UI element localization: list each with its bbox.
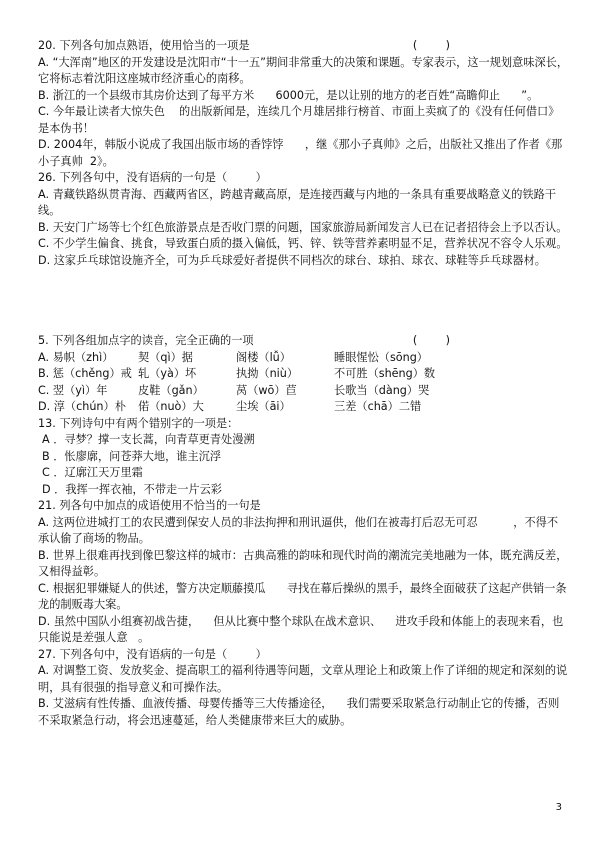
option-b: B. 世界上很难再找到像巴黎这样的城市：古典高雅的韵味和现代时尚的潮流完美地融为一体，既充满反差，又相得益彰。 [38, 548, 568, 578]
option-b: B. 艾滋病有性传播、血液传播、母婴传播等三大传播途径， 我们需要采取紧急行动制止它的传播，否则不采取紧急行动，将会迅速蔓延，给人类健康带来巨大的威胁。 [38, 697, 560, 727]
option-b: B. 浙江的一个县级市其房价达到了每平方米 6000元，是以让别的地方的老百姓“高瞻仰止 ”。 [38, 88, 539, 102]
option-cell: 睡眼惺忪（sōng） [334, 350, 428, 364]
blank-gap [38, 269, 568, 333]
document-page [38, 38, 568, 729]
question-stem [38, 38, 568, 55]
option-cell: 偌（nuò）大 [138, 400, 204, 413]
question-20 [38, 38, 568, 170]
option-row-a [38, 350, 568, 367]
answer-bracket: ( ) [412, 334, 450, 347]
question-stem [38, 333, 568, 350]
question-26 [38, 170, 568, 269]
option-a: A. “大浑南”地区的开发建设是沈阳市“十一五”期间非常重大的决策和课题。专家表示，这一规划意味深长，它将标志着沈阳这座城市经济重心的南移。 [38, 55, 569, 85]
option-c: C. 根据犯罪嫌疑人的供述，警方决定顺藤摸瓜 寻找在幕后操纵的黑手，最终全面破获了这起产供销一条龙的制贩毒大案。 [38, 581, 567, 611]
option-cell: A. 易帜（zhì） [38, 350, 114, 364]
question-stem: 13. 下列诗句中有两个错别字的一项是： [38, 416, 239, 430]
option-cell: 契（qì）据 [138, 350, 193, 364]
option-row-d [38, 399, 568, 416]
page-number: 3 [555, 801, 562, 813]
option-cell: D. 淳（chún）朴 [38, 400, 126, 413]
option-a: A. 青藏铁路纵贯青海、西藏两省区，跨越青藏高原，是连接西藏与内地的一条具有重要战略意义的铁路干线。 [38, 187, 557, 217]
option-cell: C. 翌（yì）年 [38, 383, 108, 397]
question-27 [38, 647, 568, 730]
option-d: D. 虽然中国队小组赛初战告捷， 但从比赛中整个球队在战术意识、 进攻手段和体能上的表现来看，也只能说是差强人意 。 [38, 614, 564, 644]
option-row-b [38, 366, 568, 383]
option-cell: 执拗（niù） [236, 367, 299, 380]
option-c: C. 今年最让读者大惊失色 的出版新闻是，连续几个月雄居排行榜首、市面上卖疯了的《没有任何借口》是本伪书！ [38, 105, 560, 135]
option-cell: 尘埃（āi） [236, 400, 291, 413]
question-stem: 21. 列各句中加点的成语使用不恰当的一句是 [38, 499, 261, 512]
option-row-c [38, 383, 568, 400]
option-d: D. 这家乒乓球馆设施齐全，可为乒乓球爱好者提供不同档次的球台、球拍、球衣、球鞋等乒乓球器材。 [38, 253, 546, 267]
question-13 [38, 416, 568, 499]
stem-text: 20. 下列各句加点熟语，使用恰当的一项是 [38, 39, 250, 52]
answer-bracket: ( ) [412, 39, 450, 52]
option-a: A. 这两位进城打工的农民遭到保安人员的非法拘押和刑讯逼供，他们在被毒打后忍无可忍 ，不得不承认偷了商场的物品。 [38, 515, 559, 545]
option-d: D ．我挥一挥衣袖，不带走一片云彩 [42, 482, 222, 496]
option-cell: 莴（wō）苣 [236, 383, 297, 397]
stem-text: 5. 下列各组加点字的读音，完全正确的一项 [38, 334, 254, 347]
option-b: B ．怅廖廓，问苍莽大地，谁主沉浮 [42, 449, 222, 463]
option-cell: 皮鞋（gǎn） [138, 383, 204, 397]
option-cell: 三差（chā）二错 [334, 400, 422, 413]
question-stem: 26. 下列各句中，没有语病的一句是（ ） [38, 171, 267, 184]
option-cell: 轧（yà）坏 [138, 367, 197, 380]
question-stem: 27. 下列各句中，没有语病的一句是（ ） [38, 647, 267, 661]
question-5 [38, 333, 568, 416]
option-cell: B. 惩（chěng）戒 [38, 367, 132, 380]
option-b: B. 天安门广场等七个红色旅游景点是否收门票的问题，国家旅游局新闻发言人已在记者招待会上予以否认。 [38, 220, 568, 234]
option-a: A. 对调整工资、发放奖金、提高职工的福利待遇等问题，文章从理论上和政策上作了详细的规定和深刻的说明，具有很强的指导意义和可操作法。 [38, 664, 568, 694]
option-cell: 长歌当（dàng）哭 [334, 383, 430, 397]
question-21 [38, 498, 568, 647]
option-cell: 阁楼（lǚ） [236, 350, 291, 364]
option-d: D. 2004年，韩版小说成了我国出版市场的香饽饽 ，继《那小子真帅》之后，出版社又推出了作者《那小子真帅 2》。 [38, 138, 563, 168]
option-a: A ．寻梦？撑一支长蒿，向青草更青处漫溯 [42, 433, 255, 446]
option-c: C ．辽廓江天万里霜 [42, 466, 143, 479]
option-cell: 不可胜（shēng）数 [334, 367, 436, 380]
option-c: C. 不少学生偏食、挑食，导致蛋白质的摄入偏低，钙、锌、铁等营养素明显不足，营养状况不容令人乐观。 [38, 237, 568, 250]
